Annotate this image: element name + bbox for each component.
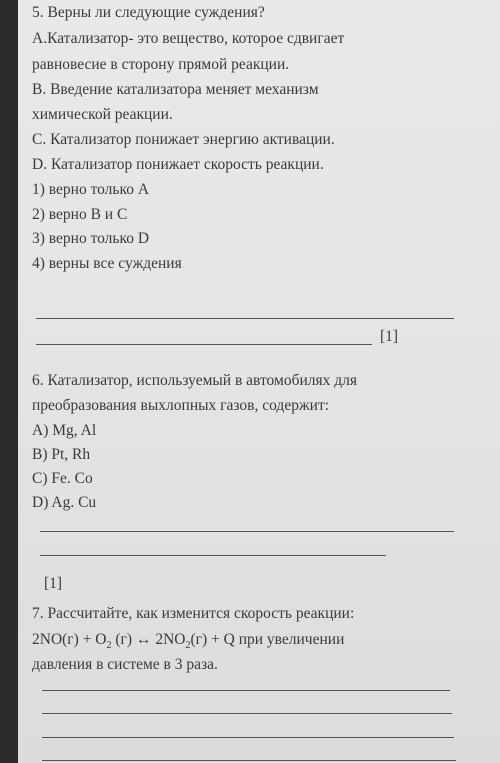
answer-line	[36, 318, 454, 319]
q5-option: 4) верны все суждения	[32, 255, 182, 272]
q7-equation-part: (г) + Q при увеличении	[190, 631, 345, 648]
answer-line	[40, 555, 386, 556]
q5-statement-line: А.Катализатор- это вещество, которое сдвигает	[32, 30, 345, 47]
answer-line	[42, 737, 454, 738]
q7-title: 7. Рассчитайте, как изменится скорость реакции:	[32, 605, 355, 622]
q6-title-continued: преобразования выхлопных газов, содержит:	[32, 397, 330, 414]
q7-equation-part: 2NO(г) + O	[32, 631, 107, 648]
q7-title-continued: давления в системе в 3 раза.	[32, 656, 218, 673]
answer-line	[42, 690, 450, 691]
q6-option: B) Pt, Rh	[32, 446, 91, 463]
q7-equation-part: (г) ↔ 2NO	[111, 631, 186, 648]
q6-option: D) Ag. Cu	[32, 494, 97, 511]
q6-option: C) Fe. Co	[32, 470, 93, 487]
q5-mark: [1]	[380, 328, 399, 345]
q7-equation-subscript: 2	[106, 640, 112, 652]
answer-line	[36, 344, 372, 345]
answer-line	[42, 713, 452, 714]
q7-equation-subscript: 2	[185, 640, 191, 652]
answer-line	[42, 760, 456, 761]
q5-option: 2) верно В и С	[32, 206, 128, 223]
q6-title: 6. Катализатор, используемый в автомобилях для	[32, 372, 357, 389]
q7-equation	[32, 629, 344, 651]
q5-statement-line: равновесие в сторону прямой реакции.	[32, 56, 290, 73]
q5-title: 5. Верны ли следующие суждения?	[32, 4, 265, 21]
q5-option: 3) верно только D	[32, 230, 150, 247]
q5-statement-line: D. Катализатор понижает скорость реакции.	[32, 156, 324, 173]
answer-line	[40, 531, 454, 532]
q5-statement-line: химической реакции.	[32, 106, 173, 123]
worksheet-page	[18, 0, 500, 763]
q5-option: 1) верно только А	[32, 181, 150, 198]
q5-statement-line: В. Введение катализатора меняет механизм	[32, 81, 319, 98]
q6-option: A) Mg, Al	[32, 422, 97, 439]
q6-mark: [1]	[44, 575, 63, 592]
q5-statement-line: С. Катализатор понижает энергию активации.	[32, 131, 335, 148]
